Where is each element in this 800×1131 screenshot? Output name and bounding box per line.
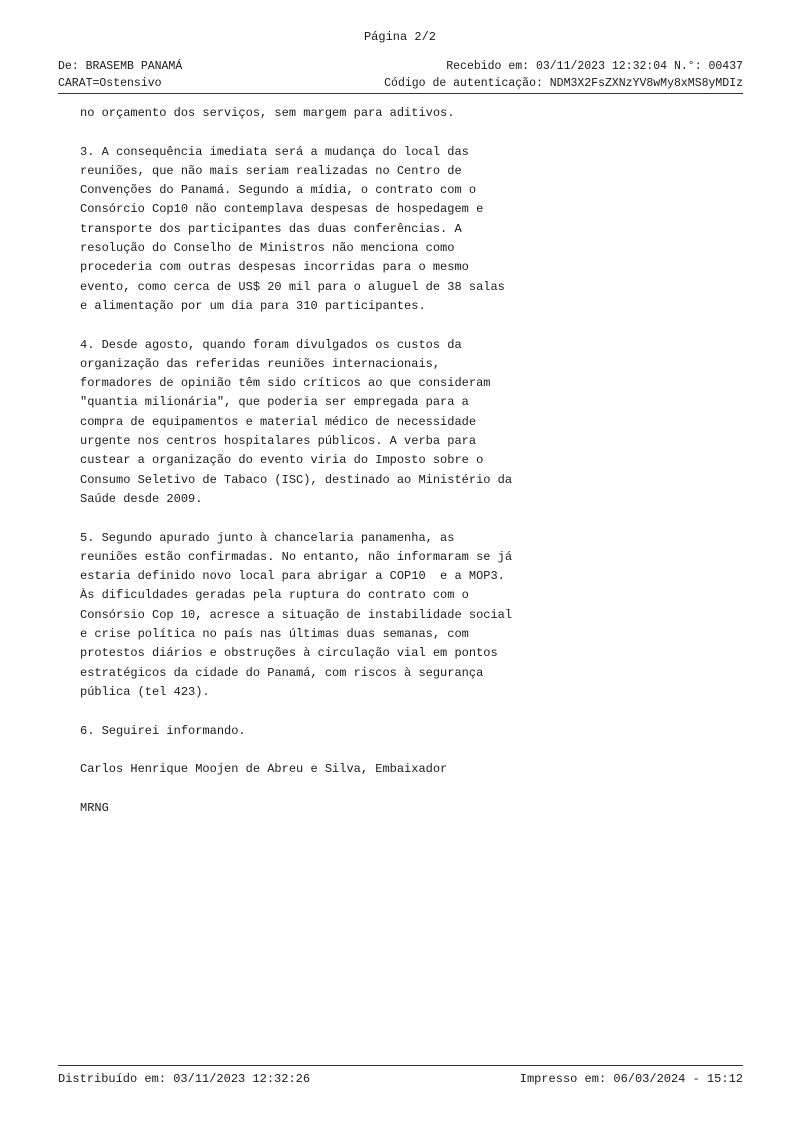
header-row-2 [58,75,743,92]
author-initials: MRNG [80,800,109,815]
page-number: Página 2/2 [363,30,436,44]
document-footer [58,1065,743,1086]
authentication-code: Código de autenticação: NDM3X2FsZXNzYV8wMy8xMS8yMDIz [384,77,743,90]
distributed-timestamp: Distribuído em: 03/11/2023 12:32:26 [58,1072,311,1086]
footer-row [58,1072,743,1086]
document-body [80,104,740,837]
printed-timestamp: Impresso em: 06/03/2024 - 15:12 [519,1072,743,1086]
document-header [58,58,743,94]
paragraph-3: 3. A consequência imediata será a mudança do local das reuniões, que não mais seriam realizadas no Centro de Convenções do Panamá. Segundo a mídia, o contrato com o Consórcio Cop10 não contemplava despesas de hospedagem e transporte dos participantes das duas conferências. A resolução do Conselho de Ministros não menciona como procederia com outras despesas incorridas para o mesmo evento, como cerca de US$ 20 mil para o aluguel de 38 salas e alimentação por um dia para 310 participantes. [80,144,505,313]
received-info: Recebido em: 03/11/2023 12:32:04 N.°: 00437 [446,60,743,73]
header-divider [58,93,743,94]
header-row-1 [58,58,743,75]
paragraph-6: 6. Seguirei informando. [80,723,246,738]
classification-label: CARAT=Ostensivo [58,77,162,90]
sender-label: De: BRASEMB PANAMÁ [58,60,183,73]
paragraph-4: 4. Desde agosto, quando foram divulgados os custos da organização das referidas reuniões internacionais, formadores de opinião têm sido críticos ao que consideram "quantia milionária", que poderia ser empregada para a compra de equipamentos e material médico de necessidade urgente nos centros hospitalares públicos. A verba para custear a organização do evento viria do Imposto sobre o Consumo Seletivo de Tabaco (ISC), destinado ao Ministério da Saúde desde 2009. [80,337,513,506]
footer-divider [58,1065,743,1066]
signature-line: Carlos Henrique Moojen de Abreu e Silva, Embaixador [80,762,448,777]
paragraph-5: 5. Segundo apurado junto à chancelaria panamenha, as reuniões estão confirmadas. No entanto, não informaram se já estaria definido novo local para abrigar a COP10 e a MOP3. Às dificuldades geradas pela ruptura do contrato com o Consórsio Cop 10, acresce a situação de instabilidade social e crise política no país nas últimas duas semanas, com protestos diários e obstruções à circulação vial em pontos estratégicos da cidade do Panamá, com riscos à segurança pública (tel 423). [80,530,513,699]
paragraph-continuation: no orçamento dos serviços, sem margem para aditivos. [80,106,455,120]
